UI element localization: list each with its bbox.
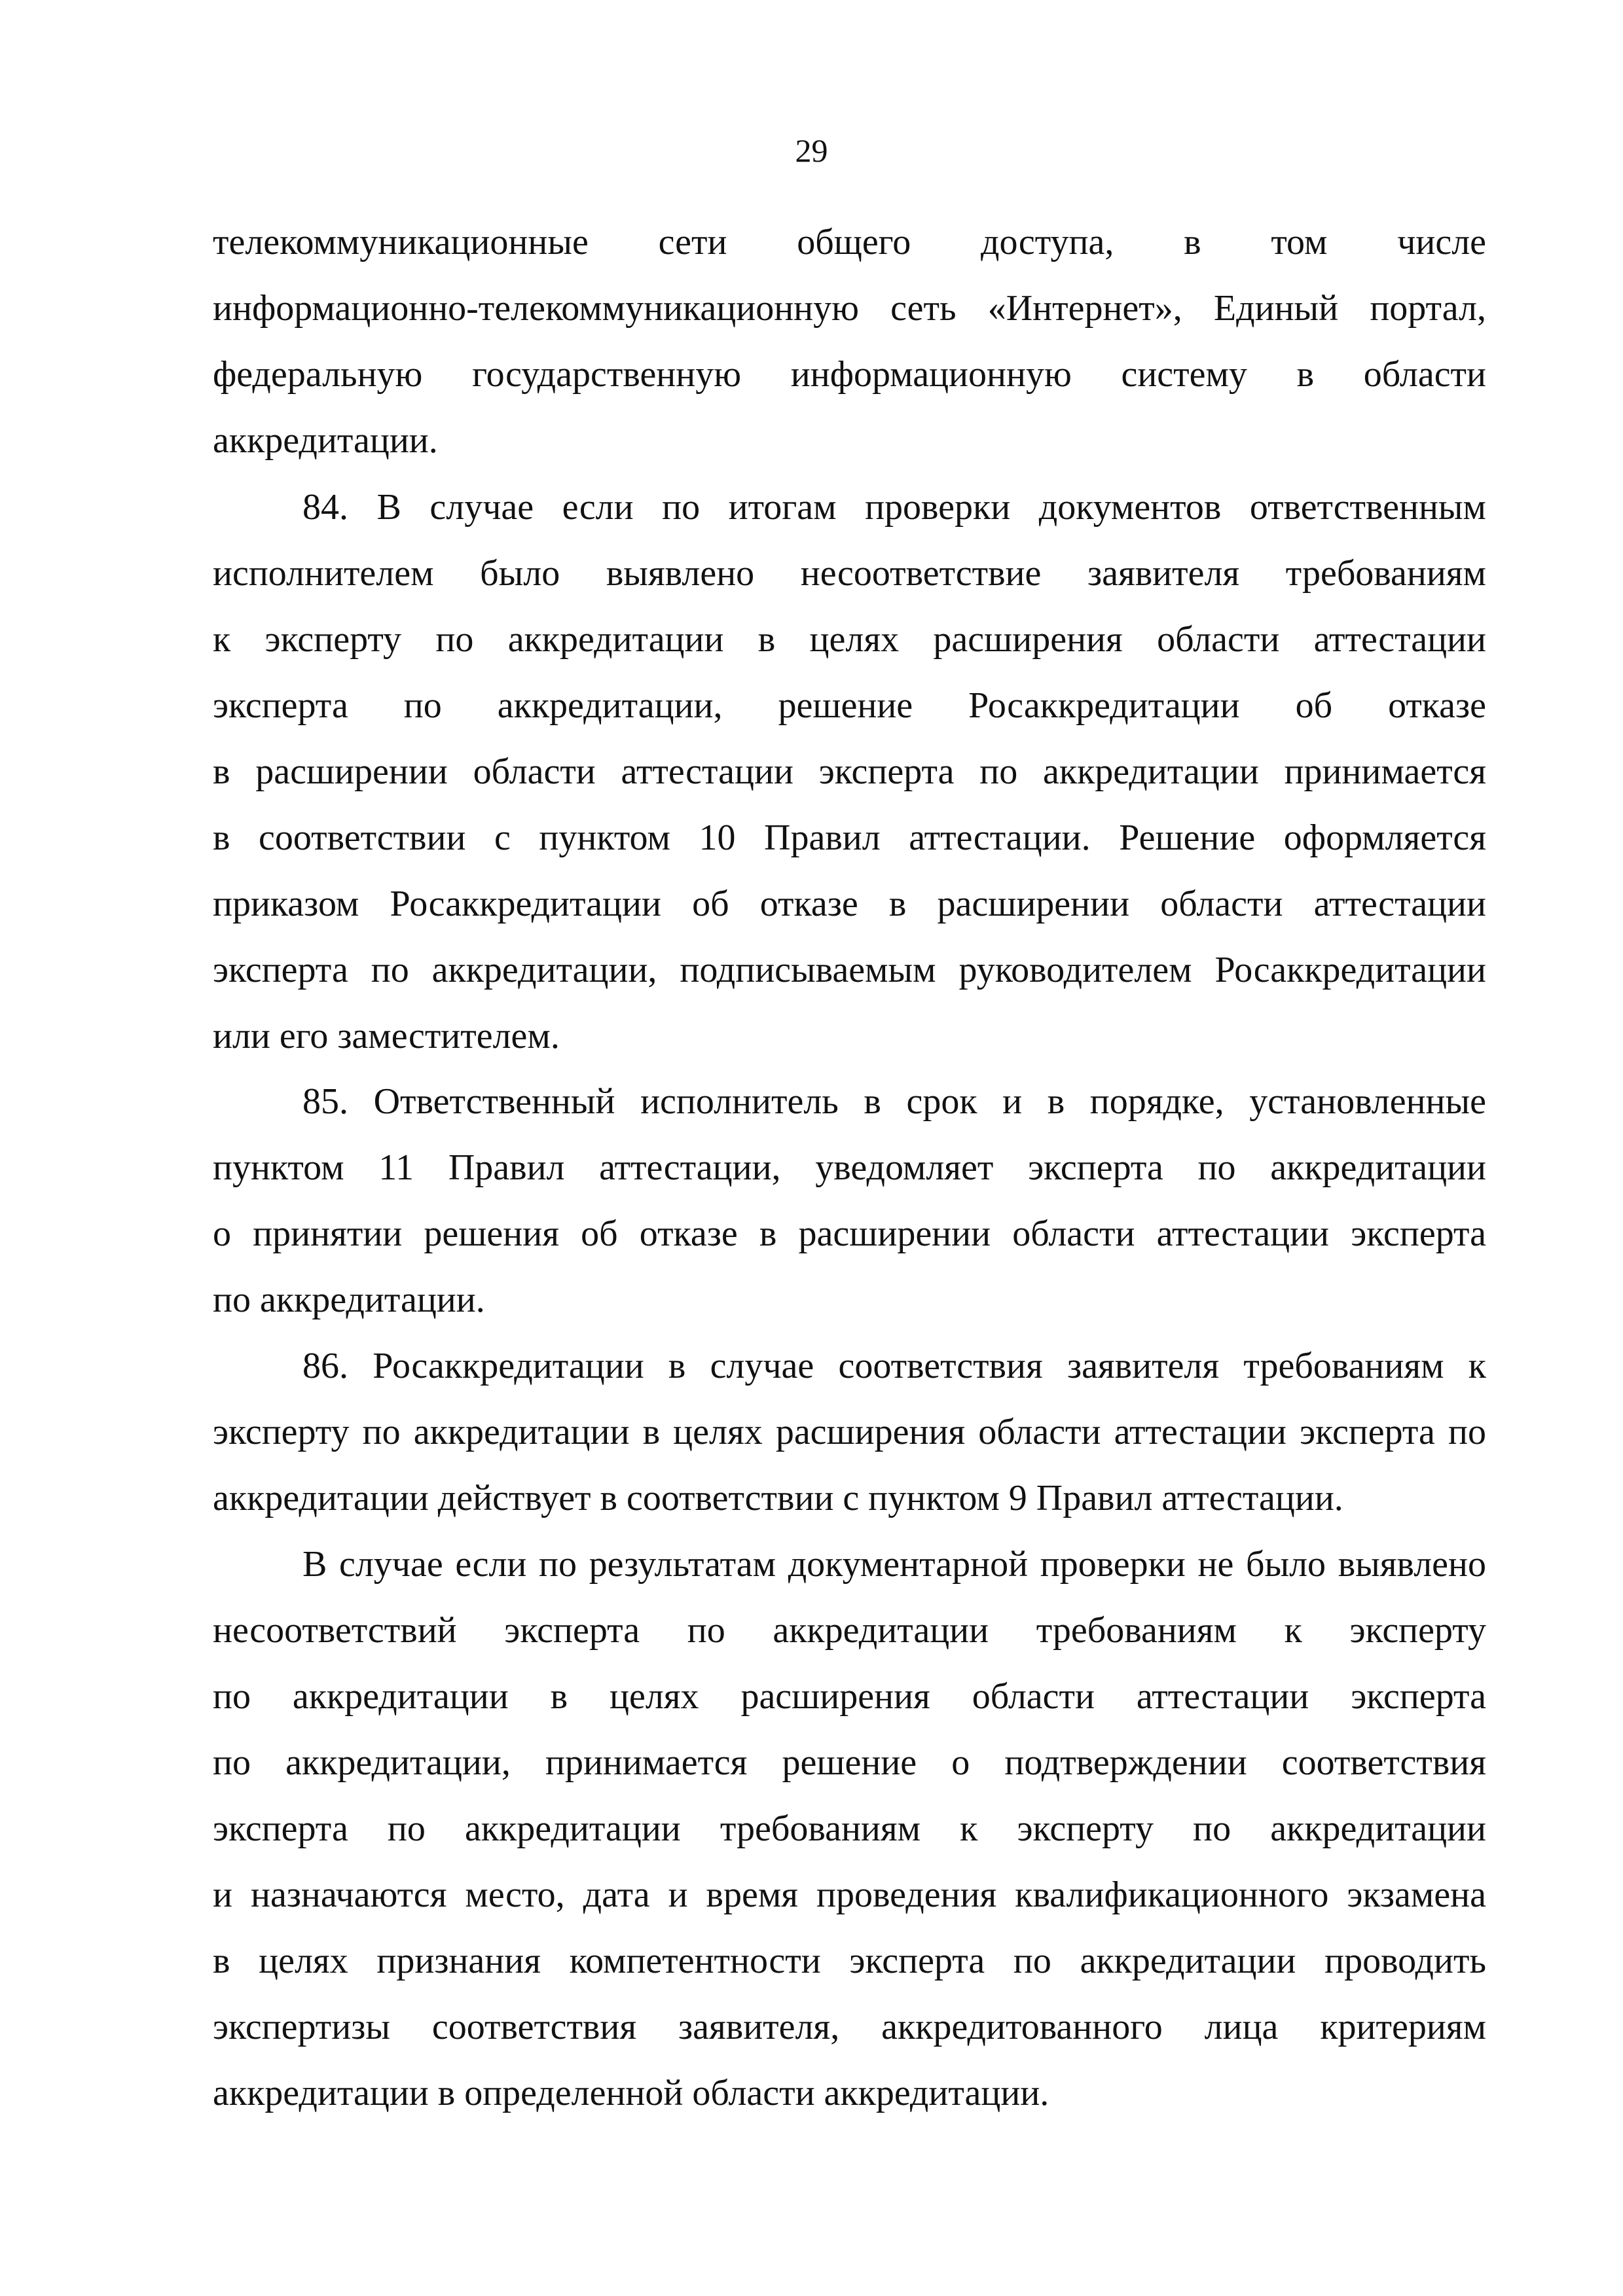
text-line: несоответствий эксперта по аккредитации требованиям к эксперту <box>213 1610 1486 1651</box>
page-number: 29 <box>795 132 828 169</box>
text-line: о принятии решения об отказе в расширении области аттестации эксперта <box>213 1213 1486 1254</box>
text-line: в целях признания компетентности эксперта по аккредитации проводить <box>213 1941 1486 1981</box>
text-line: эксперта по аккредитации, решение Росаккредитации об отказе <box>213 685 1486 726</box>
text-line: эксперта по аккредитации, подписываемым руководителем Росаккредитации <box>213 950 1486 990</box>
text-line: эксперту по аккредитации в целях расширения области аттестации эксперта по <box>213 1412 1486 1452</box>
text-line: по аккредитации, принимается решение о подтверждении соответствия <box>213 1742 1486 1783</box>
text-line: исполнителем было выявлено несоответствие заявителя требованиям <box>213 553 1486 594</box>
text-line: аккредитации действует в соответствии с пунктом 9 Правил аттестации. <box>213 1478 1343 1518</box>
text-line: пунктом 11 Правил аттестации, уведомляет эксперта по аккредитации <box>213 1147 1486 1188</box>
text-line: и назначаются место, дата и время проведения квалификационного экзамена <box>213 1874 1486 1915</box>
text-line: 85. Ответственный исполнитель в срок и в порядке, установленные <box>302 1081 1486 1122</box>
text-line: приказом Росаккредитации об отказе в расширении области аттестации <box>213 884 1486 924</box>
text-line: информационно-телекоммуникационную сеть «Интернет», Единый портал, <box>213 288 1486 329</box>
text-line: по аккредитации. <box>213 1280 485 1320</box>
text-line: телекоммуникационные сети общего доступа, в том числе <box>213 222 1486 262</box>
text-line: федеральную государственную информационную систему в области <box>213 354 1486 395</box>
text-line: эксперта по аккредитации требованиям к эксперту по аккредитации <box>213 1808 1486 1849</box>
text-line: аккредитации в определенной области аккредитации. <box>213 2073 1049 2113</box>
text-line: 86. Росаккредитации в случае соответствия заявителя требованиям к <box>302 1346 1486 1386</box>
text-line: 84. В случае если по итогам проверки документов ответственным <box>302 487 1486 528</box>
text-line: к эксперту по аккредитации в целях расширения области аттестации <box>213 619 1486 660</box>
text-line: в соответствии с пунктом 10 Правил аттестации. Решение оформляется <box>213 817 1486 858</box>
text-line: В случае если по результатам документарной проверки не было выявлено <box>302 1544 1486 1585</box>
text-line: в расширении области аттестации эксперта по аккредитации принимается <box>213 751 1486 792</box>
text-line: аккредитации. <box>213 420 438 461</box>
text-line: по аккредитации в целях расширения области аттестации эксперта <box>213 1676 1486 1717</box>
text-line: или его заместителем. <box>213 1016 560 1056</box>
text-line: экспертизы соответствия заявителя, аккредитованного лица критериям <box>213 2007 1486 2047</box>
